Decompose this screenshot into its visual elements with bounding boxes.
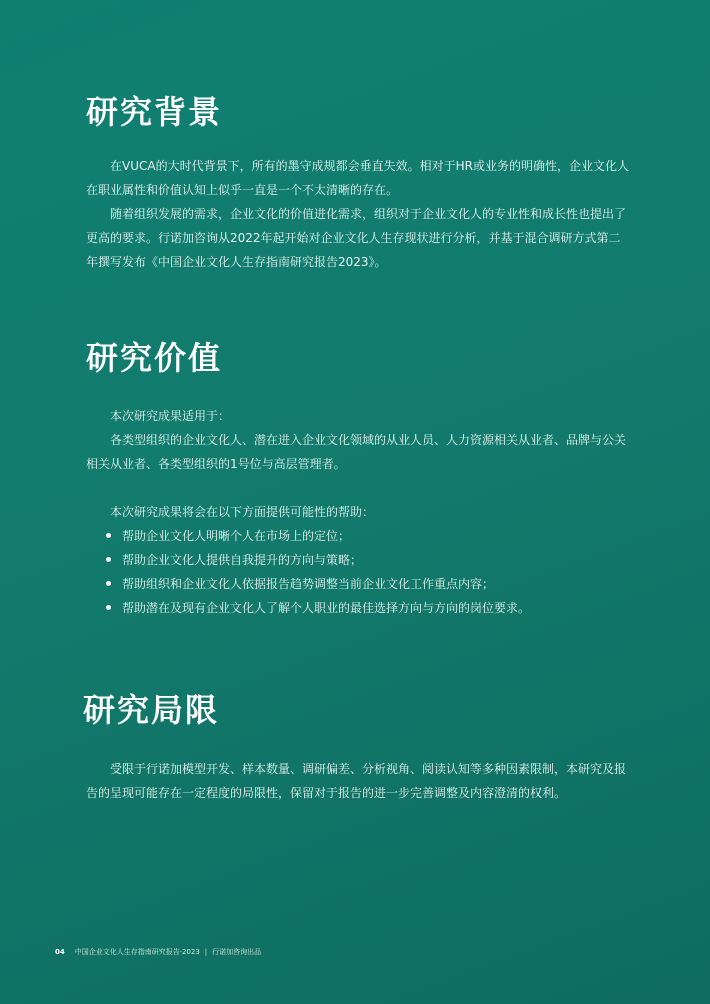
value-intro: 本次研究成果适用于： <box>110 409 231 423</box>
page-footer <box>55 946 261 958</box>
section-title-background: 研究背景 <box>86 93 223 131</box>
section-title-value: 研究价值 <box>86 339 223 377</box>
footer-publisher: 行诺加咨询出品 <box>212 948 262 956</box>
bullet-text: 帮助组织和企业文化人依据报告趋势调整当前企业文化工作重点内容； <box>122 577 495 591</box>
footer-report-title: 中国企业文化人生存指南研究报告·2023 <box>74 948 200 956</box>
bullet-icon <box>106 581 111 586</box>
bullet-text: 帮助企业文化人明晰个人在市场上的定位； <box>122 529 351 543</box>
bullet-text: 帮助潜在及现有企业文化人了解个人职业的最佳选择方向与方向的岗位要求。 <box>122 601 531 615</box>
list-item <box>106 548 631 572</box>
page-number: 04 <box>55 948 65 956</box>
value-help-intro: 本次研究成果将会在以下方面提供可能性的帮助： <box>110 505 375 519</box>
limitation-text <box>86 757 631 805</box>
list-item <box>106 524 631 548</box>
section-title-limitation: 研究局限 <box>83 691 220 729</box>
list-item <box>106 572 631 596</box>
value-audience: 各类型组织的企业文化人、潜在进入企业文化领域的从业人员、人力资源相关从业者、品牌与公关相关从业者、各类型组织的1号位与高层管理者。 <box>86 433 627 471</box>
value-text <box>86 404 631 620</box>
limitation-paragraph: 受限于行诺加模型开发、样本数量、调研偏差、分析视角、阅读认知等多种因素限制，本研究及报告的呈现可能存在一定程度的局限性，保留对于报告的进一步完善调整及内容澄清的权利。 <box>86 762 627 800</box>
spacer <box>86 476 631 500</box>
background-text <box>86 154 631 274</box>
bullet-icon <box>106 605 111 610</box>
footer-separator: | <box>204 948 208 956</box>
bullet-text: 帮助企业文化人提供自我提升的方向与策略； <box>122 553 363 567</box>
value-bullet-list <box>86 524 631 620</box>
bullet-icon <box>106 557 111 562</box>
list-item <box>106 596 631 620</box>
bullet-icon <box>106 533 111 538</box>
background-paragraph-1: 在VUCA的大时代背景下，所有的墨守成规都会垂直失效。相对于HR或业务的明确性，企业文化人在职业属性和价值认知上似乎一直是一个不太清晰的存在。 <box>86 159 629 197</box>
background-paragraph-2: 随着组织发展的需求，企业文化的价值进化需求，组织对于企业文化人的专业性和成长性也提出了更高的要求。行诺加咨询从2022年起开始对企业文化人生存现状进行分析，并基于混合调研方式第二年撰写发布《中国企业文化人生存指南研究报告2023》。 <box>86 207 627 269</box>
